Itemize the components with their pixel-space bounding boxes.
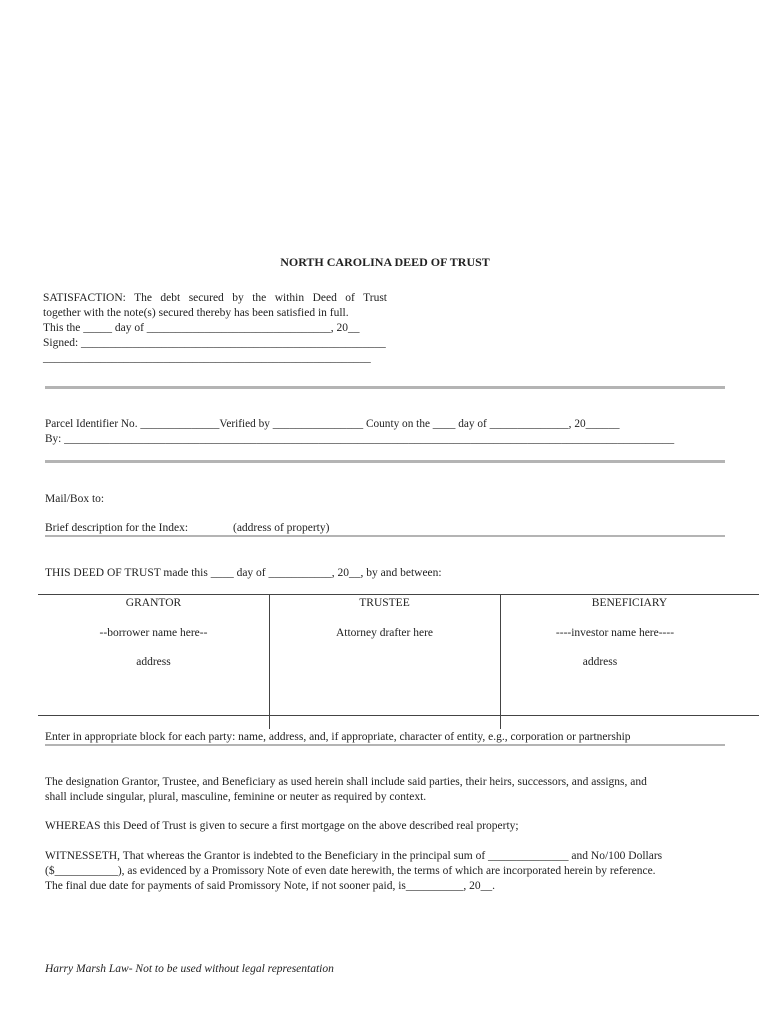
satisfaction-block	[43, 291, 387, 366]
column-divider	[500, 594, 501, 729]
divider-rule	[45, 460, 725, 463]
divider-rule	[45, 744, 725, 746]
whereas-paragraph: WHEREAS this Deed of Trust is given to secure a first mortgage on the above described real property;	[45, 820, 519, 832]
witnesseth-paragraph	[45, 849, 735, 894]
witnesseth-line-1: WITNESSETH, That whereas the Grantor is indebted to the Beneficiary in the principal sum of ______________ and No/100 Dollars	[45, 850, 663, 862]
designation-line-2: shall include singular, plural, masculine, feminine or neuter as required by context.	[45, 791, 427, 803]
deed-made-line: THIS DEED OF TRUST made this ____ day of ___________, 20__, by and between:	[45, 567, 442, 579]
trustee-heading: TRUSTEE	[359, 597, 410, 609]
beneficiary-name: ----investor name here----	[555, 627, 675, 639]
satisfaction-date-line: This the _____ day of ________________________________, 20__	[43, 322, 360, 334]
parties-table	[38, 594, 759, 716]
document-title: NORTH CAROLINA DEED OF TRUST	[280, 255, 490, 269]
trustee-name: Attorney drafter here	[335, 627, 434, 639]
party-instruction: Enter in appropriate block for each party: name, address, and, if appropriate, character of entity, e.g., corporation or partnership	[45, 731, 631, 743]
index-value: (address of property)	[233, 522, 330, 534]
column-divider	[269, 594, 270, 729]
parcel-identifier-line: Parcel Identifier No. ______________Verified by ________________ County on the ____ day of ______________, 20______	[45, 418, 620, 430]
beneficiary-heading: BENEFICIARY	[591, 597, 668, 609]
index-label: Brief description for the Index:	[45, 522, 189, 534]
designation-paragraph	[45, 775, 735, 805]
grantor-heading: GRANTOR	[125, 597, 182, 609]
witnesseth-line-3: The final due date for payments of said Promissory Note, if not sooner paid, is__________, 20__.	[45, 880, 496, 892]
divider-rule	[45, 535, 725, 537]
satisfaction-signed-line: Signed: _____________________________________________________	[43, 337, 386, 349]
satisfaction-blank-line: _________________________________________________________	[43, 352, 371, 364]
witnesseth-line-2: ($___________), as evidenced by a Promissory Note of even date herewith, the terms of which are incorporated herein by reference.	[45, 865, 656, 877]
beneficiary-address: address	[582, 656, 618, 668]
mail-box-label: Mail/Box to:	[45, 493, 105, 505]
satisfaction-line-2: together with the note(s) secured thereby has been satisfied in full.	[43, 307, 349, 319]
footer-disclaimer: Harry Marsh Law- Not to be used without legal representation	[45, 963, 334, 975]
designation-line-1: The designation Grantor, Trustee, and Beneficiary as used herein shall include said parties, their heirs, successors, and assigns, and	[45, 776, 647, 788]
divider-rule	[45, 386, 725, 389]
satisfaction-line-1: SATISFACTION: The debt secured by the within Deed of Trust	[43, 292, 387, 304]
grantor-name: --borrower name here--	[99, 627, 208, 639]
parcel-by-line: By: ____________________________________________________________________________________________________________	[45, 433, 675, 445]
grantor-address: address	[136, 656, 171, 668]
